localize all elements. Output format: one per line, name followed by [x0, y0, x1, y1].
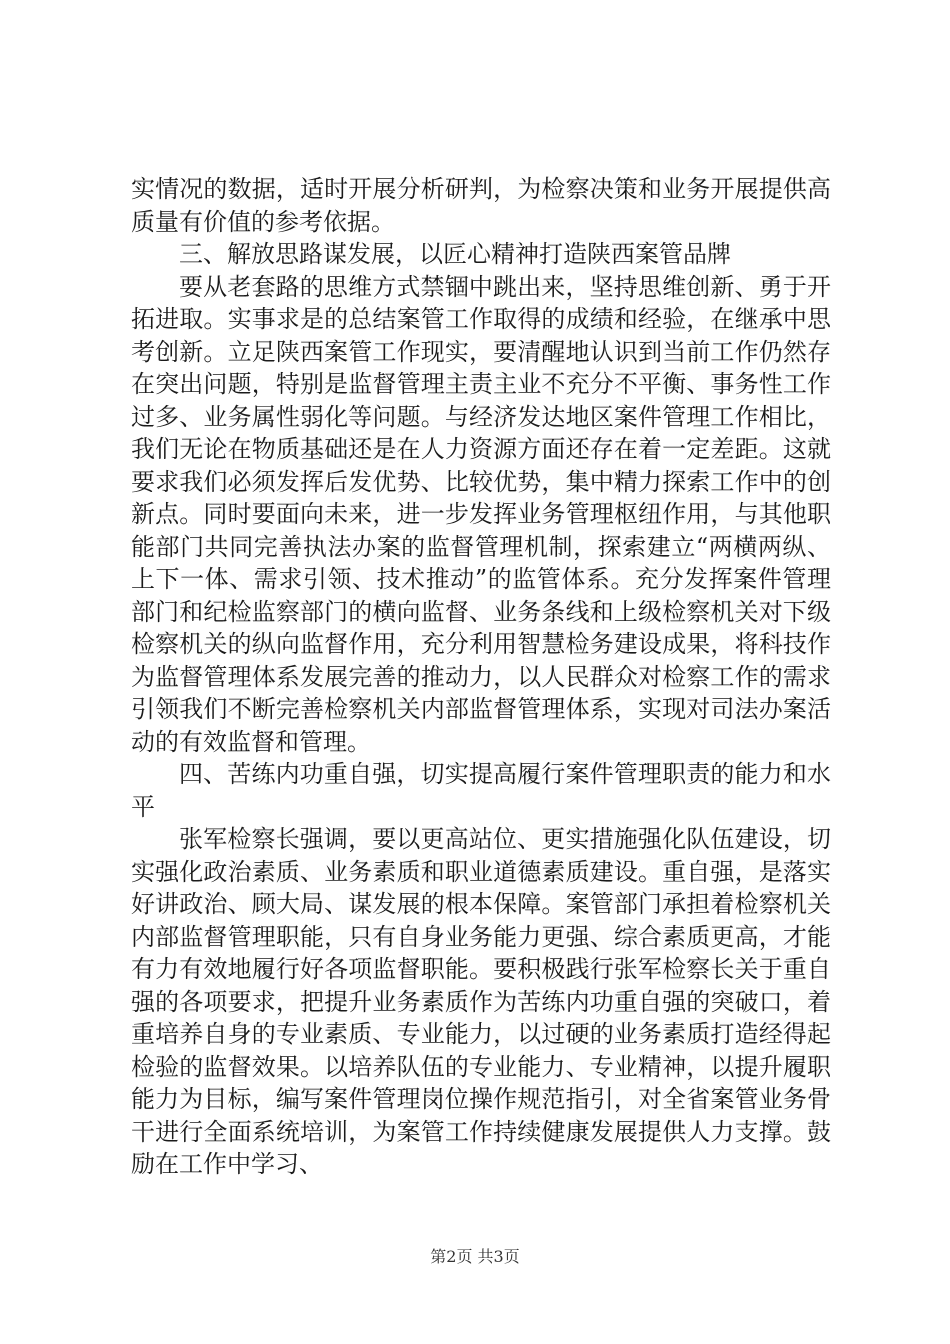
page-footer: 第2页 共3页 [430, 1247, 520, 1266]
document-body [131, 173, 831, 1181]
paragraph-section-4: 张军检察长强调，要以更高站位、更实措施强化队伍建设，切实强化政治素质、业务素质和职业道德素质建设。重自强，是落实好讲政治、顾大局、谋发展的根本保障。案管部门承担着检察机关内部监督管理职能，只有自身业务能力更强、综合素质更高，才能有力有效地履行好各项监督职能。要积极践行张军检察长关于重自强的各项要求，把提升业务素质作为苦练内功重自强的突破口，着重培养自身的专业素质、专业能力，以过硬的业务素质打造经得起检验的监督效果。以培养队伍的专业能力、专业精神，以提升履职能力为目标，编写案件管理岗位操作规范指引，对全省案管业务骨干进行全面系统培训，为案管工作持续健康发展提供人力支撑。鼓励在工作中学习、 [131, 825, 831, 1178]
paragraph-continuation: 实情况的数据，适时开展分析研判，为检察决策和业务开展提供高质量有价值的参考依据。 [131, 175, 831, 236]
section-heading-4: 四、苦练内功重自强，切实提高履行案件管理职责的能力和水平 [131, 760, 831, 821]
section-heading-3: 三、解放思路谋发展，以匠心精神打造陕西案管品牌 [179, 240, 731, 268]
paragraph-section-3: 要从老套路的思维方式禁锢中跳出来，坚持思维创新、勇于开拓进取。实事求是的总结案管工作取得的成绩和经验，在继承中思考创新。立足陕西案管工作现实，要清醒地认识到当前工作仍然存在突出问题，特别是监督管理主责主业不充分不平衡、事务性工作过多、业务属性弱化等问题。与经济发达地区案件管理工作相比，我们无论在物质基础还是在人力资源方面还存在着一定差距。这就要求我们必须发挥后发优势、比较优势，集中精力探索工作中的创新点。同时要面向未来，进一步发挥业务管理枢纽作用，与其他职能部门共同完善执法办案的监督管理机制，探索建立“两横两纵、上下一体、需求引领、技术推动”的监管体系。充分发挥案件管理部门和纪检监察部门的横向监督、业务条线和上级检察机关对下级检察机关的纵向监督作用，充分利用智慧检务建设成果，将科技作为监督管理体系发展完善的推动力，以人民群众对检察工作的需求引领我们不断完善检察机关内部监督管理体系，实现对司法办案活动的有效监督和管理。 [131, 272, 831, 756]
